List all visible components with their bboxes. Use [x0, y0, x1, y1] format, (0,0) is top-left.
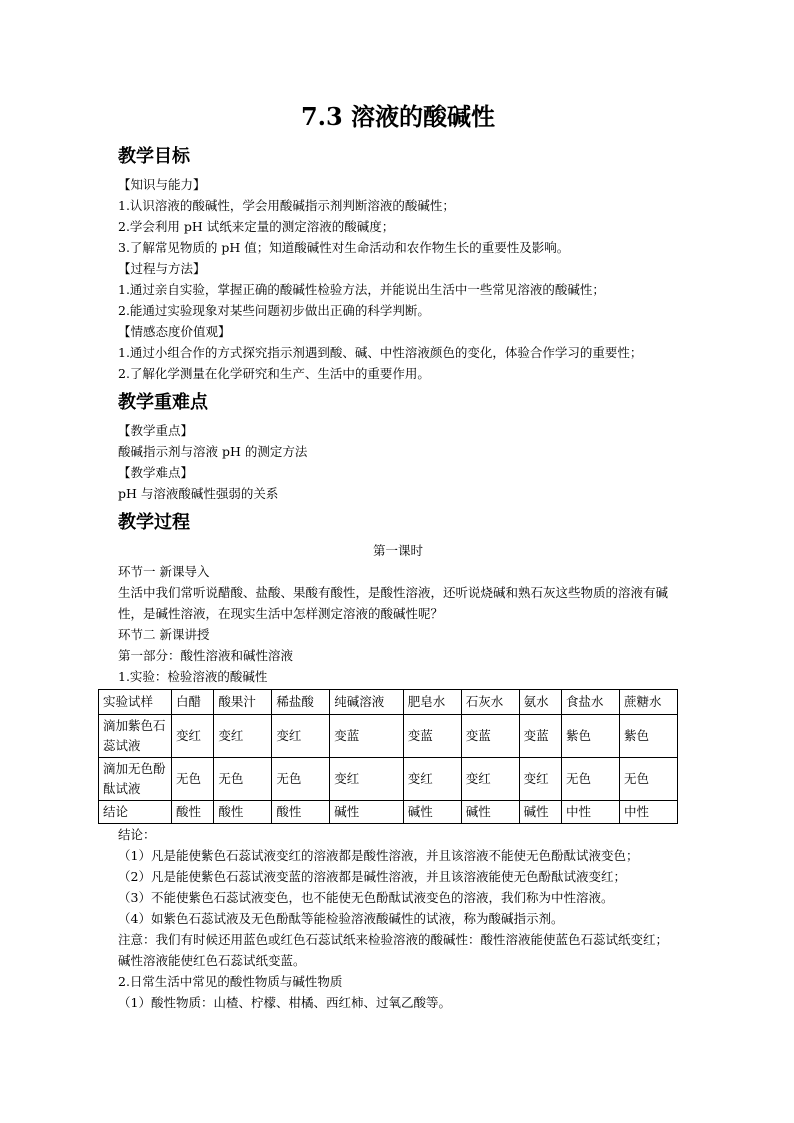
table-cell: 变红: [214, 715, 272, 758]
table-cell: 无色: [172, 758, 214, 801]
group-label: 【情感态度价值观】: [118, 324, 231, 339]
table-cell: 酸性: [172, 801, 214, 824]
table-header-cell: 石灰水: [461, 690, 519, 715]
table-cell: 酸性: [214, 801, 272, 824]
table-header-row: [99, 690, 678, 715]
table-cell: 碱性: [330, 801, 404, 824]
table-cell: 滴加无色酚酞试液: [99, 758, 172, 801]
intro-paragraph: 生活中我们常听说醋酸、盐酸、果酸有酸性，是酸性溶液，还听说烧碱和熟石灰这些物质的溶液有碱性，是碱性溶液，在现实生活中怎样测定溶液的酸碱性呢？: [118, 585, 669, 621]
part-one-title: 第一部分：酸性溶液和碱性溶液: [118, 648, 294, 663]
table-header-cell: 食盐水: [562, 690, 620, 715]
table-cell: 碱性: [519, 801, 561, 824]
goal-item: 2.了解化学测量在化学研究和生产、生活中的重要作用。: [118, 366, 430, 381]
document-page: [103, 100, 678, 1013]
table-cell: 无色: [619, 758, 677, 801]
section-heading-goals: 教学目标: [118, 146, 190, 167]
table-row: [99, 758, 678, 801]
table-cell: 结论: [99, 801, 172, 824]
table-cell: 无色: [272, 758, 330, 801]
key-label: 【教学重点】: [118, 423, 194, 438]
section-heading-keypoints: 教学重难点: [118, 392, 208, 413]
table-cell: 紫色: [562, 715, 620, 758]
table-header-cell: 实验试样: [99, 690, 172, 715]
conclusion-item: （1）凡是能使紫色石蕊试液变红的溶液都是酸性溶液，并且该溶液不能使无色酚酞试液变色；: [118, 848, 639, 863]
key-text: 酸碱指示剂与溶液 pH 的测定方法: [118, 444, 308, 459]
section-heading-process: 教学过程: [118, 512, 190, 533]
table-cell: 变红: [519, 758, 561, 801]
goal-item: 2.能通过实验现象对某些问题初步做出正确的科学判断。: [118, 303, 430, 318]
difficulty-label: 【教学难点】: [118, 465, 194, 480]
step-one: 环节一 新课导入: [118, 564, 210, 579]
table-cell: 变红: [403, 758, 461, 801]
table-header-cell: 肥皂水: [403, 690, 461, 715]
lesson-label: 第一课时: [372, 543, 423, 558]
table-row: [99, 715, 678, 758]
step-two: 环节二 新课讲授: [118, 627, 210, 642]
table-cell: 变红: [461, 758, 519, 801]
table-cell: 变蓝: [461, 715, 519, 758]
table-cell: 滴加紫色石蕊试液: [99, 715, 172, 758]
goal-item: 1.通过小组合作的方式探究指示剂遇到酸、碱、中性溶液颜色的变化，体验合作学习的重要性；: [118, 345, 643, 360]
table-header-cell: 酸果汁: [214, 690, 272, 715]
conclusion-item: （3）不能使紫色石蕊试液变色，也不能使无色酚酞试液变色的溶液，我们称为中性溶液。: [118, 890, 614, 905]
table-cell: 无色: [214, 758, 272, 801]
goal-item: 2.学会利用 pH 试纸来定量的测定溶液的酸碱度；: [118, 219, 395, 234]
table-header-cell: 氨水: [519, 690, 561, 715]
table-header-cell: 稀盐酸: [272, 690, 330, 715]
table-header-cell: 白醋: [172, 690, 214, 715]
table-cell: 无色: [562, 758, 620, 801]
table-cell: 变蓝: [519, 715, 561, 758]
table-cell: 中性: [562, 801, 620, 824]
note-paragraph: 注意：我们有时候还用蓝色或红色石蕊试纸来检验溶液的酸碱性：酸性溶液能使蓝色石蕊试纸变红；碱性溶液能使红色石蕊试纸变蓝。: [118, 932, 669, 968]
table-cell: 碱性: [461, 801, 519, 824]
difficulty-text: pH 与溶液酸碱性强弱的关系: [118, 486, 279, 501]
table-cell: 碱性: [403, 801, 461, 824]
table-header-cell: 纯碱溶液: [330, 690, 404, 715]
table-cell: 中性: [619, 801, 677, 824]
table-cell: 酸性: [272, 801, 330, 824]
goal-item: 1.通过亲自实验，掌握正确的酸碱性检验方法，并能说出生活中一些常见溶液的酸碱性；: [118, 282, 605, 297]
table-cell: 变红: [330, 758, 404, 801]
conclusion-item: （2）凡是能使紫色石蕊试液变蓝的溶液都是碱性溶液，并且该溶液能使无色酚酞试液变红；: [118, 869, 626, 884]
table-row: [99, 801, 678, 824]
table-cell: 紫色: [619, 715, 677, 758]
experiment-title: 1.实验：检验溶液的酸碱性: [118, 669, 268, 684]
table-cell: 变蓝: [403, 715, 461, 758]
page-title: 7.3 溶液的酸碱性: [300, 102, 496, 131]
group-label: 【过程与方法】: [118, 261, 206, 276]
table-cell: 变红: [272, 715, 330, 758]
goal-item: 1.认识溶液的酸碱性，学会用酸碱指示剂判断溶液的酸碱性；: [118, 198, 455, 213]
goal-item: 3.了解常见物质的 pH 值；知道酸碱性对生命活动和农作物生长的重要性及影响。: [118, 240, 570, 255]
experiment-table: [98, 689, 678, 824]
table-cell: 变蓝: [330, 715, 404, 758]
group-label: 【知识与能力】: [118, 177, 206, 192]
common-substances-title: 2.日常生活中常见的酸性物质与碱性物质: [118, 974, 343, 989]
conclusion-label: 结论：: [118, 827, 156, 842]
acidic-substances: （1）酸性物质：山楂、柠檬、柑橘、西红柿、过氧乙酸等。: [118, 995, 451, 1010]
table-header-cell: 蔗糖水: [619, 690, 677, 715]
table-cell: 变红: [172, 715, 214, 758]
conclusion-item: （4）如紫色石蕊试液及无色酚酞等能检验溶液酸碱性的试液，称为酸碱指示剂。: [118, 911, 564, 926]
